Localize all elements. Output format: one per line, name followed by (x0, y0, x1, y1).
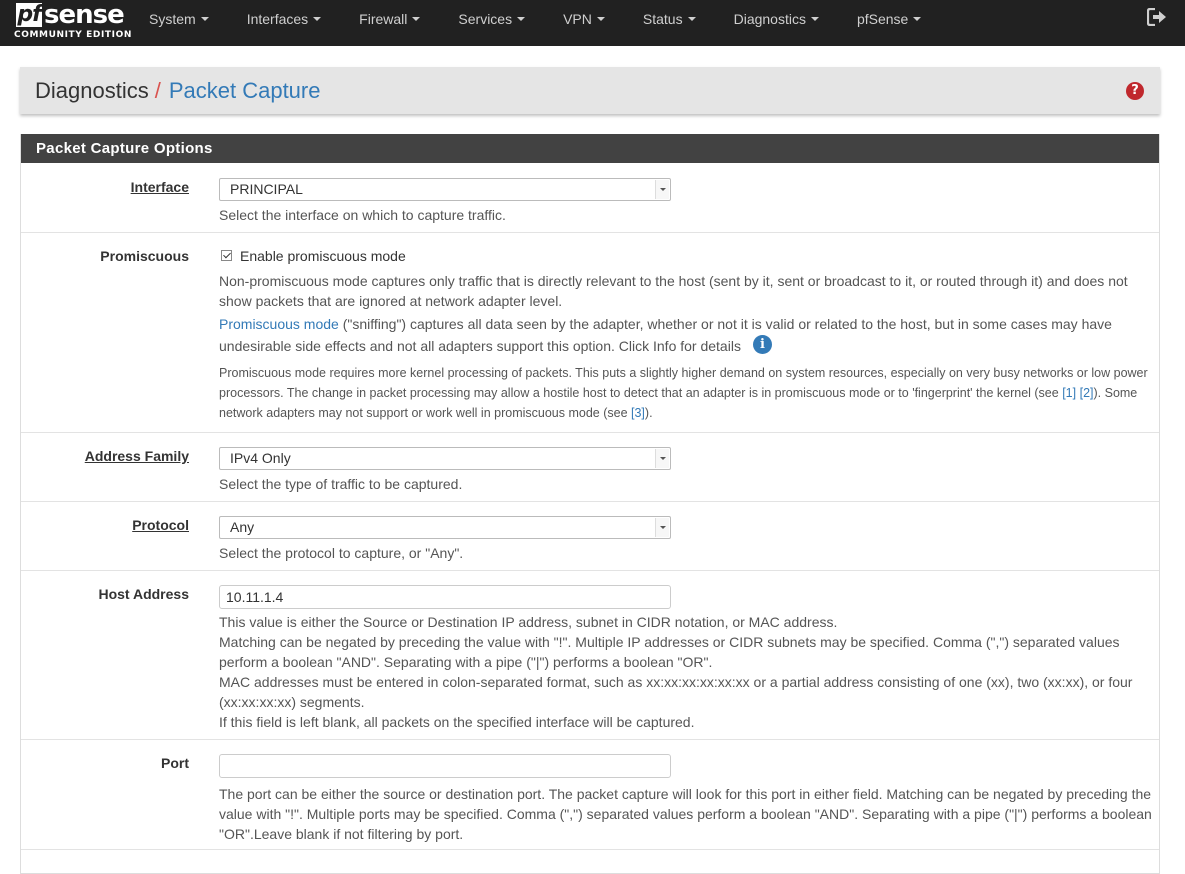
caret-down-icon (811, 17, 819, 21)
nav-diagnostics[interactable]: Diagnostics (734, 0, 819, 46)
host-address-help-4: If this field is left blank, all packets on the specified interface will be captured. (219, 714, 695, 730)
address-family-label[interactable]: Address Family (84, 448, 189, 464)
breadcrumb-separator: / (154, 77, 161, 103)
host-address-help-2: Matching can be negated by preceding the value with "!". Multiple IP addresses or CIDR subnets may be specified. Comma (",") separated values perform a boolean "AND". Separating with a pipe ("|") performs a boolean "OR". (219, 634, 1120, 670)
sign-out-icon[interactable] (1147, 8, 1169, 30)
info-icon[interactable]: i (753, 335, 772, 354)
promiscuous-checkbox-label: Enable promiscuous mode (240, 248, 406, 264)
dropdown-arrow-icon (655, 518, 669, 537)
nav-services[interactable]: Services (458, 0, 525, 46)
promiscuous-checkbox[interactable] (221, 250, 232, 261)
interface-label[interactable]: Interface (130, 179, 189, 195)
interface-row (21, 163, 1159, 233)
protocol-help: Select the protocol to capture, or "Any". (219, 545, 464, 561)
caret-down-icon (201, 17, 209, 21)
promiscuous-mode-link[interactable]: Promiscuous mode (219, 316, 339, 332)
caret-down-icon (412, 17, 420, 21)
logo-edition-text: COMMUNITY EDITION (14, 30, 132, 40)
host-address-label: Host Address (98, 586, 189, 602)
protocol-select-value: Any (230, 519, 255, 535)
host-address-row (21, 571, 1159, 740)
nav-pfsense[interactable]: pfSense (857, 0, 921, 46)
question-circle-icon[interactable]: ? (1126, 82, 1144, 100)
caret-down-icon (597, 17, 605, 21)
nav-system[interactable]: System (149, 0, 209, 46)
panel-title: Packet Capture Options (21, 134, 1159, 163)
port-row (21, 740, 1159, 850)
protocol-row (21, 502, 1159, 571)
interface-select[interactable] (219, 178, 671, 201)
address-family-help: Select the type of traffic to be captured. (219, 476, 463, 492)
promiscuous-note: Promiscuous mode requires more kernel processing of packets. This puts a slightly higher demand on system resources, especially on very busy networks or low power processors. The change in packet processing may allow a hostile host to detect that an adapter is in promiscuous mode or to 'fingerprint' the kernel (see [1] [2]). Some network adapters may not support or work well in promiscuous mode (see [3]). (219, 366, 1148, 420)
caret-down-icon (688, 17, 696, 21)
protocol-field (219, 516, 1159, 563)
promiscuous-checkbox-row[interactable] (221, 246, 1154, 266)
host-address-input[interactable]: 10.11.1.4 (219, 585, 671, 609)
interface-field (219, 178, 1159, 225)
interface-select-value: PRINCIPAL (230, 181, 303, 197)
promiscuous-help-2: Promiscuous mode ("sniffing") captures all data seen by the adapter, whether or not it is valid or related to the host, but in some cases may have undesirable side effects and not all adapters support this option. Click Info for details i (219, 316, 1112, 354)
protocol-select[interactable] (219, 516, 671, 539)
reference-link-3[interactable]: [3] (631, 406, 645, 420)
dropdown-arrow-icon (655, 449, 669, 468)
address-family-row (21, 433, 1159, 502)
top-navbar (0, 0, 1185, 46)
host-address-field (219, 585, 1154, 732)
main-menu (135, 0, 921, 46)
address-family-select-value: IPv4 Only (230, 450, 291, 466)
promiscuous-field (219, 246, 1154, 423)
port-label: Port (161, 755, 189, 771)
breadcrumb (20, 67, 1160, 114)
host-address-help-3: MAC addresses must be entered in colon-separated format, such as xx:xx:xx:xx:xx:xx or a partial address consisting of one (xx), two (xx:xx), or four (xx:xx:xx:xx) segments. (219, 674, 1133, 710)
nav-status[interactable]: Status (643, 0, 696, 46)
port-input[interactable] (219, 754, 671, 778)
host-address-help-1: This value is either the Source or Destination IP address, subnet in CIDR notation, or MAC address. (219, 614, 838, 630)
caret-down-icon (517, 17, 525, 21)
interface-help: Select the interface on which to capture traffic. (219, 207, 506, 223)
promiscuous-label: Promiscuous (100, 248, 189, 264)
address-family-select[interactable] (219, 447, 671, 470)
packet-capture-options-panel (20, 134, 1160, 874)
address-family-field (219, 447, 1159, 494)
caret-down-icon (913, 17, 921, 21)
dropdown-arrow-icon (655, 180, 669, 199)
nav-vpn[interactable]: VPN (563, 0, 605, 46)
port-field (219, 754, 1157, 844)
port-help: The port can be either the source or destination port. The packet capture will look for this port in either field. Matching can be negated by preceding the value with "!". Multiple ports may be specified. Comma (",") separated values perform a boolean "AND". Separating with a pipe ("|") performs a boolean "OR".Leave blank if not filtering by port. (219, 786, 1152, 842)
nav-interfaces[interactable]: Interfaces (247, 0, 321, 46)
reference-link-2[interactable]: [2] (1079, 386, 1094, 400)
breadcrumb-parent: Diagnostics (35, 77, 149, 103)
protocol-label[interactable]: Protocol (132, 517, 189, 533)
reference-link-1[interactable]: [1] (1062, 386, 1077, 400)
promiscuous-row (21, 233, 1159, 433)
pfsense-logo[interactable] (0, 0, 135, 46)
logo-sense-text: sense (44, 0, 124, 30)
breadcrumb-current-link[interactable]: Packet Capture (168, 77, 321, 103)
nav-firewall[interactable]: Firewall (359, 0, 420, 46)
caret-down-icon (313, 17, 321, 21)
logo-pf-text: pf (17, 2, 41, 27)
promiscuous-help-1: Non-promiscuous mode captures only traffic that is directly relevant to the host (sent by it, sent or broadcast to it, or routed through it) and does not show packets that are ignored at network adapter level. (219, 273, 1128, 309)
